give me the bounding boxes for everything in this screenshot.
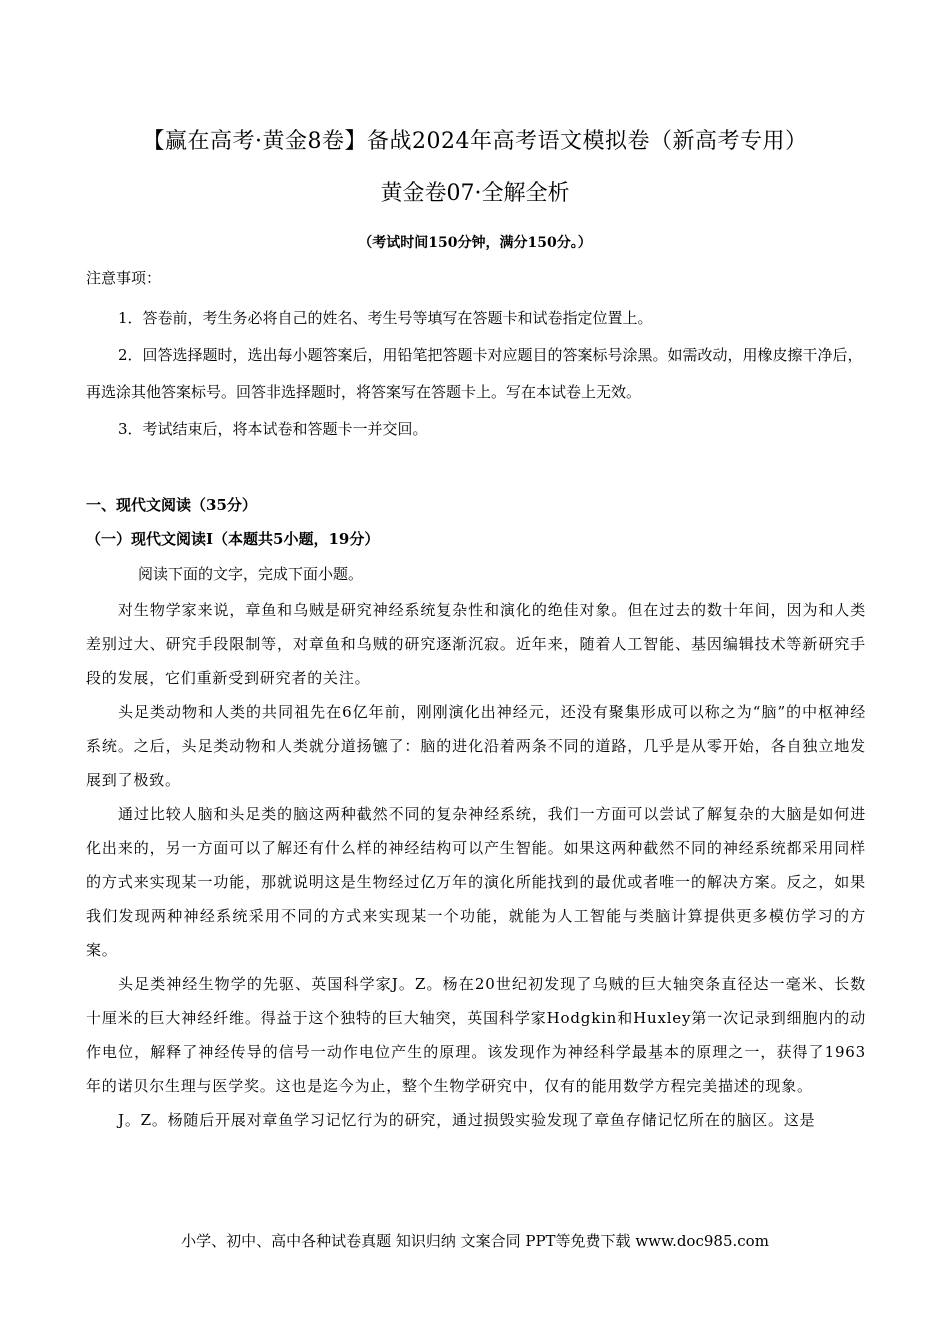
exam-info: （考试时间150分钟，满分150分。） <box>358 235 592 251</box>
passage-paragraph: J。Z。杨随后开展对章鱼学习记忆行为的研究，通过损毁实验发现了章鱼存储记忆所在的脑区。这是 <box>118 1111 816 1129</box>
notice-heading: 注意事项： <box>86 269 162 287</box>
document-subtitle: 黄金卷07·全解全析 <box>380 181 570 206</box>
passage-paragraph: 对生物学家来说，章鱼和乌贼是研究神经系统复杂性和演化的绝佳对象。但在过去的数十年间，因为和人类差别过大、研究手段限制等，对章鱼和乌贼的研究逐渐沉寂。近年来，随着人工智能、基因编辑技术等新研究手段的发展，它们重新受到研究者的关注。 <box>86 601 866 687</box>
document-title: 【赢在高考·黄金8卷】备战2024年高考语文模拟卷（新高考专用） <box>142 129 808 154</box>
subsection-heading: （一）现代文阅读Ⅰ（本题共5小题，19分） <box>86 530 380 548</box>
section-heading: 一、现代文阅读（35分） <box>86 496 257 514</box>
passage-paragraph: 头足类动物和人类的共同祖先在6亿年前，刚刚演化出神经元，还没有聚集形成可以称之为“脑”的中枢神经系统。之后，头足类动物和人类就分道扬镳了：脑的进化沿着两条不同的道路，几乎是从零开始，各自独立地发展到了极致。 <box>86 703 866 789</box>
passage-paragraph: 头足类神经生物学的先驱、英国科学家J。Z。杨在20世纪初发现了乌贼的巨大轴突条直径达一毫米、长数十厘米的巨大神经纤维。得益于这个独特的巨大轴突，英国科学家Hodgkin和Huxley第一次记录到细胞内的动作电位，解释了神经传导的信号一动作电位产生的原理。该发现作为神经科学最基本的原理之一，获得了1963年的诺贝尔生理与医学奖。这也是迄今为止，整个生物学研究中，仅有的能用数学方程完美描述的现象。 <box>86 975 866 1095</box>
page-footer: 小学、初中、高中各种试卷真题 知识归纳 文案合同 PPT等免费下载 www.doc985.com <box>181 1232 769 1250</box>
notice-item: 3．考试结束后，将本试卷和答题卡一并交回。 <box>118 420 428 438</box>
reading-instruction: 阅读下面的文字，完成下面小题。 <box>138 565 364 583</box>
reading-passage <box>86 593 866 1137</box>
notice-list <box>86 300 866 448</box>
notice-item: 1．答卷前，考生务必将自己的姓名、考生号等填写在答题卡和试卷指定位置上。 <box>118 309 653 327</box>
passage-paragraph: 通过比较人脑和头足类的脑这两种截然不同的复杂神经系统，我们一方面可以尝试了解复杂的大脑是如何进化出来的，另一方面可以了解还有什么样的神经结构可以产生智能。如果这两种截然不同的神经系统都采用同样的方式来实现某一功能，那就说明这是生物经过亿万年的演化所能找到的最优或者唯一的解决方案。反之，如果我们发现两种神经系统采用不同的方式来实现某一个功能，就能为人工智能与类脑计算提供更多模仿学习的方案。 <box>86 805 866 959</box>
notice-item: 2．回答选择题时，选出每小题答案后，用铅笔把答题卡对应题目的答案标号涂黑。如需改动，用橡皮擦干净后，再选涂其他答案标号。回答非选择题时，将答案写在答题卡上。写在本试卷上无效。 <box>86 346 863 401</box>
